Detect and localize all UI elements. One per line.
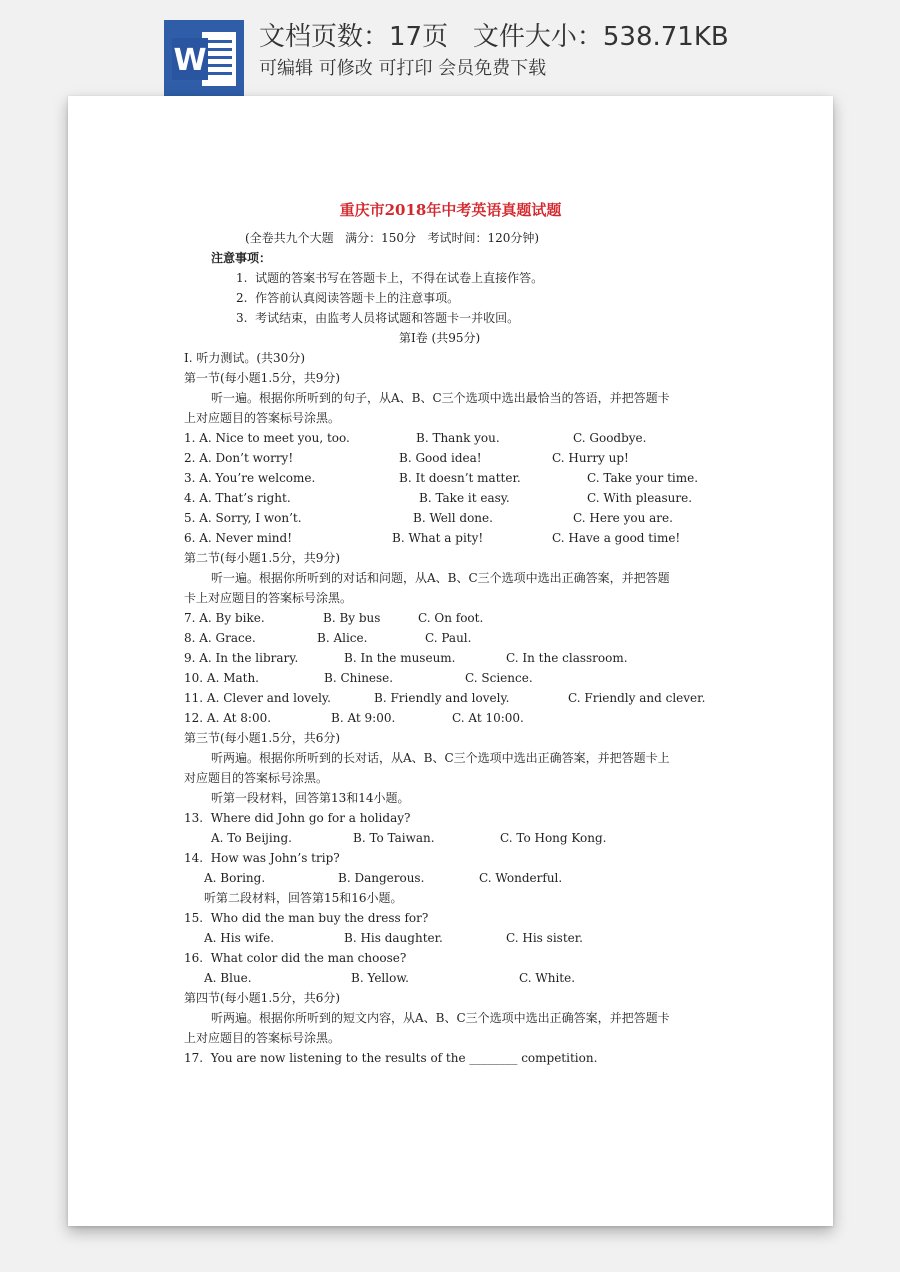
banner-features: 可编辑 可修改 可打印 会员免费下载 bbox=[259, 58, 547, 79]
question-option: C. With pleasure. bbox=[587, 491, 693, 505]
question-text: 17. You are now listening to the results of the ________ competition. bbox=[184, 1051, 598, 1065]
notes-heading: 注意事项： bbox=[211, 251, 272, 265]
note-item: 1. 试题的答案书写在答题卡上，不得在试卷上直接作答。 bbox=[236, 271, 544, 285]
question-option: 10. A. Math. bbox=[184, 671, 259, 685]
material-note: 听第二段材料，回答第15和16小题。 bbox=[204, 891, 403, 905]
question-text: 15. Who did the man buy the dress for? bbox=[184, 911, 429, 925]
question-option: C. Goodbye. bbox=[573, 431, 647, 445]
question-option: 3. A. You’re welcome. bbox=[184, 471, 316, 485]
question-option: B. Chinese. bbox=[324, 671, 394, 685]
section-instruction: 对应题目的答案标号涂黑。 bbox=[184, 771, 329, 785]
question-option: 5. A. Sorry, I won’t. bbox=[184, 511, 302, 525]
section-instruction: 卡上对应题目的答案标号涂黑。 bbox=[184, 591, 353, 605]
question-option: B. To Taiwan. bbox=[353, 831, 435, 845]
question-option: C. Here you are. bbox=[573, 511, 673, 525]
question-option: A. To Beijing. bbox=[211, 831, 292, 845]
section-heading: 第二节(每小题1.5分，共9分) bbox=[184, 551, 341, 565]
question-text: 16. What color did the man choose? bbox=[184, 951, 407, 965]
question-option: A. Blue. bbox=[204, 971, 252, 985]
document-page bbox=[68, 96, 833, 1226]
exam-meta: (全卷共九个大题 满分：150分 考试时间：120分钟) bbox=[245, 231, 540, 245]
question-option: 8. A. Grace. bbox=[184, 631, 256, 645]
svg-text:W: W bbox=[173, 43, 207, 78]
section-heading: 第四节(每小题1.5分，共6分) bbox=[184, 991, 341, 1005]
question-option: B. Well done. bbox=[413, 511, 493, 525]
section-instruction: 上对应题目的答案标号涂黑。 bbox=[184, 411, 341, 425]
question-option: A. His wife. bbox=[204, 931, 275, 945]
question-option: B. Dangerous. bbox=[338, 871, 425, 885]
material-note: 听第一段材料，回答第13和14小题。 bbox=[211, 791, 410, 805]
note-item: 3. 考试结束，由监考人员将试题和答题卡一并收回。 bbox=[236, 311, 520, 325]
banner-file-info: 文档页数：17页 文件大小：538.71KB bbox=[259, 22, 729, 52]
question-option: C. Science. bbox=[465, 671, 533, 685]
question-option: C. White. bbox=[519, 971, 576, 985]
question-option: 9. A. In the library. bbox=[184, 651, 299, 665]
question-option: C. Friendly and clever. bbox=[568, 691, 706, 705]
word-document-icon bbox=[164, 20, 244, 96]
question-option: 2. A. Don’t worry! bbox=[184, 451, 294, 465]
part-heading: I. 听力测试。(共30分) bbox=[184, 351, 306, 365]
question-option: C. Have a good time! bbox=[552, 531, 681, 545]
question-option: C. Wonderful. bbox=[479, 871, 563, 885]
question-option: B. Alice. bbox=[317, 631, 368, 645]
question-option: B. What a pity! bbox=[392, 531, 484, 545]
section-instruction: 听两遍。根据你所听到的长对话，从A、B、C三个选项中选出正确答案，并把答题卡上 bbox=[211, 751, 670, 765]
download-banner bbox=[0, 0, 900, 96]
section-heading: 第三节(每小题1.5分，共6分) bbox=[184, 731, 341, 745]
question-option: B. At 9:00. bbox=[331, 711, 396, 725]
question-option: 6. A. Never mind! bbox=[184, 531, 293, 545]
question-option: B. Thank you. bbox=[416, 431, 500, 445]
question-option: 12. A. At 8:00. bbox=[184, 711, 272, 725]
note-item: 2. 作答前认真阅读答题卡上的注意事项。 bbox=[236, 291, 460, 305]
question-option: C. On foot. bbox=[418, 611, 484, 625]
question-option: A. Boring. bbox=[204, 871, 266, 885]
section-instruction: 听一遍。根据你所听到的对话和问题，从A、B、C三个选项中选出正确答案，并把答题 bbox=[211, 571, 670, 585]
question-text: 13. Where did John go for a holiday? bbox=[184, 811, 411, 825]
question-option: C. His sister. bbox=[506, 931, 583, 945]
question-option: B. In the museum. bbox=[344, 651, 456, 665]
question-option: 4. A. That’s right. bbox=[184, 491, 291, 505]
document-title: 重庆市2018年中考英语真题试题 bbox=[339, 201, 562, 219]
question-option: C. Hurry up! bbox=[552, 451, 629, 465]
question-option: B. His daughter. bbox=[344, 931, 443, 945]
question-option: C. To Hong Kong. bbox=[500, 831, 607, 845]
question-option: C. At 10:00. bbox=[452, 711, 524, 725]
section-instruction: 上对应题目的答案标号涂黑。 bbox=[184, 1031, 341, 1045]
question-option: C. In the classroom. bbox=[506, 651, 628, 665]
question-text: 14. How was John’s trip? bbox=[184, 851, 340, 865]
section-heading: 第一节(每小题1.5分，共9分) bbox=[184, 371, 341, 385]
question-option: 11. A. Clever and lovely. bbox=[184, 691, 331, 705]
question-option: B. It doesn’t matter. bbox=[399, 471, 521, 485]
question-option: B. Friendly and lovely. bbox=[374, 691, 510, 705]
question-option: B. Good idea! bbox=[399, 451, 482, 465]
section-instruction: 听两遍。根据你所听到的短文内容，从A、B、C三个选项中选出正确答案，并把答题卡 bbox=[211, 1011, 670, 1025]
question-option: 1. A. Nice to meet you, too. bbox=[184, 431, 350, 445]
question-option: B. Take it easy. bbox=[419, 491, 510, 505]
section-instruction: 听一遍。根据你所听到的句子，从A、B、C三个选项中选出最恰当的答语，并把答题卡 bbox=[211, 391, 670, 405]
question-option: C. Paul. bbox=[425, 631, 472, 645]
question-option: 7. A. By bike. bbox=[184, 611, 265, 625]
volume-heading: 第Ⅰ卷 (共95分) bbox=[399, 331, 481, 345]
question-option: B. Yellow. bbox=[351, 971, 409, 985]
question-option: C. Take your time. bbox=[587, 471, 699, 485]
question-option: B. By bus bbox=[323, 611, 381, 625]
